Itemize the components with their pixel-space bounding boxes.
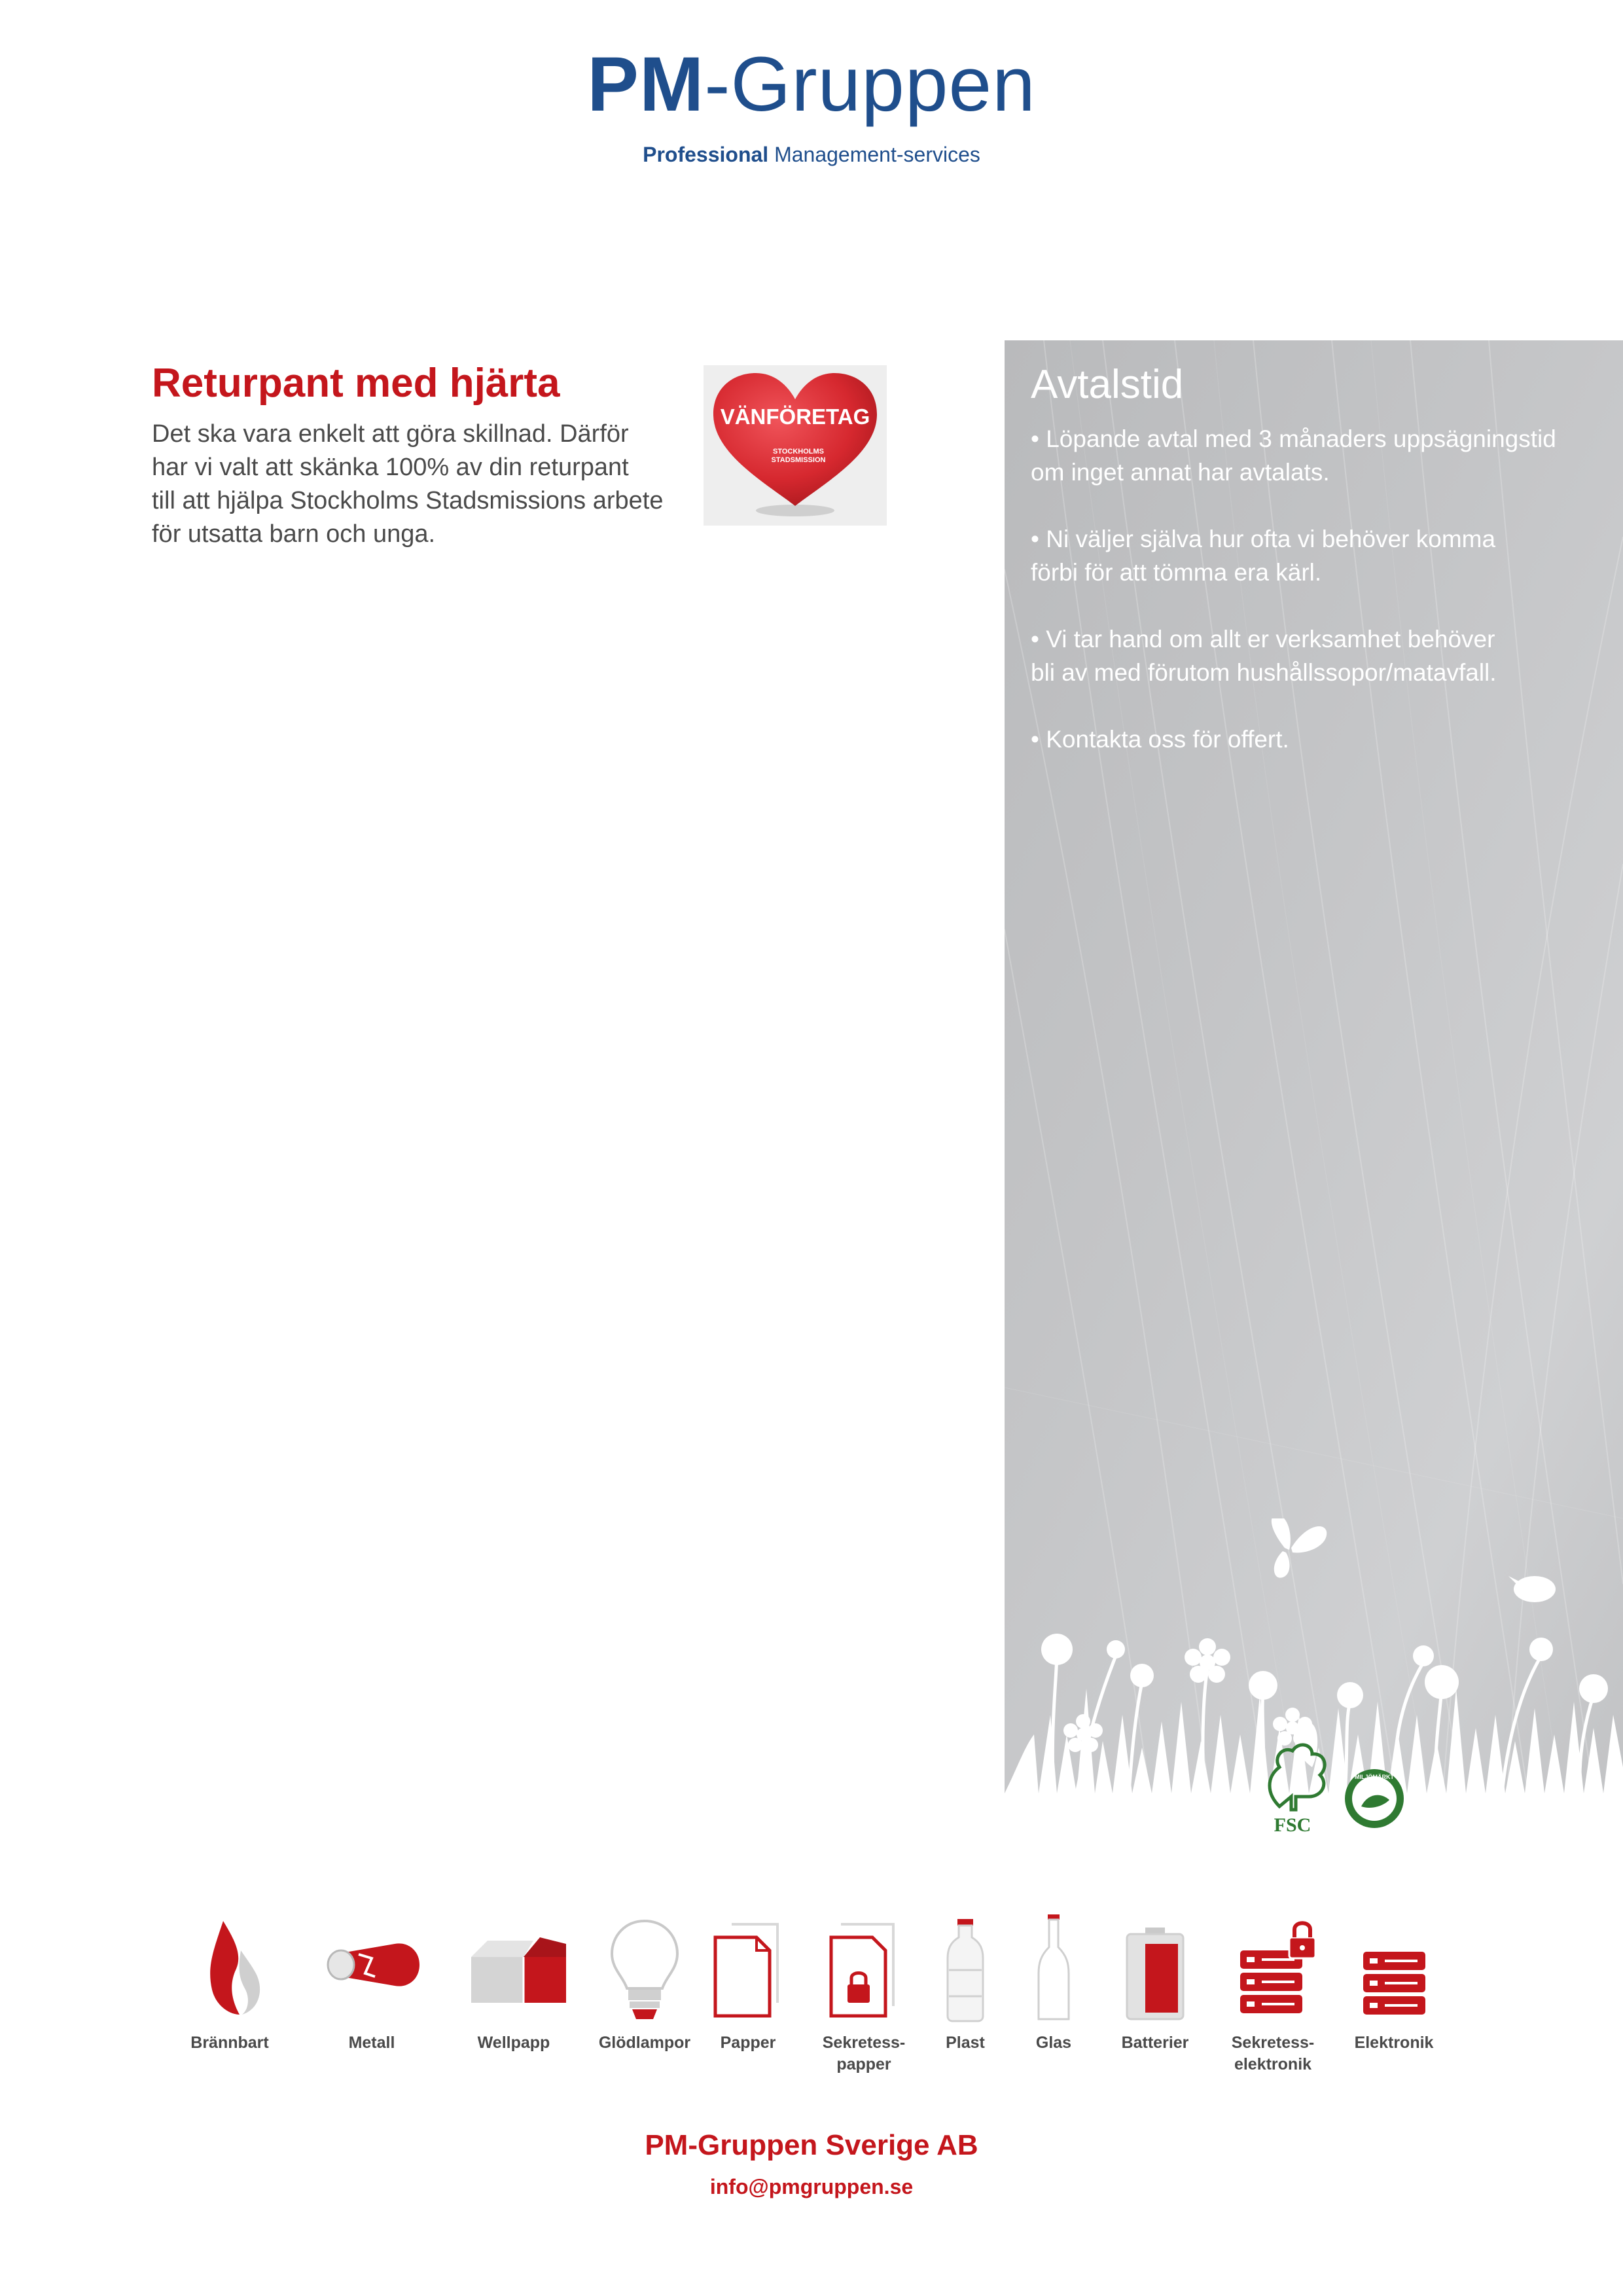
swan-label-text: MILJÖMÄRKT [1355,1774,1394,1780]
intro-body: Det ska vara enkelt att göra skillnad. Därför har vi valt att skänka 100% av din returpant till att hjälpa Stockholms Stadsmissions arbete för utsatta barn och unga. [152,420,664,548]
icon-label: Glödlampor [598,2034,691,2052]
paper-icon [686,1911,810,2029]
list-item: • Löpande avtal med 3 månaders uppsägningstid om inget annat har avtalats. [1031,425,1556,486]
heart-icon [704,365,887,526]
logo-tagline-bold: Professional [643,143,769,166]
fsc-label: FSC [1274,1814,1311,1836]
logo-title-bold: PM [587,41,705,128]
icon-label: Brännbart [190,2034,269,2052]
icon-label: Glas [1035,2034,1072,2052]
icon-label: Metall [348,2034,395,2052]
company-logo [0,41,1623,128]
badge-sub2: STADSMISSION [771,456,826,464]
server-icon [1332,1911,1456,2029]
waste-type-metall [310,1911,434,2081]
logo-tagline-rest: Management-services [768,143,980,166]
list-item: • Vi tar hand om allt er verksamhet behöver bli av med förutom hushållssopor/matavfall. [1031,626,1497,686]
secure-server-icon [1211,1911,1335,2029]
waste-type-batterier [1093,1911,1217,2081]
vanforetag-badge [704,365,887,526]
icon-label: Sekretess- papper [822,2034,906,2073]
waste-type-brannbart [168,1911,292,2081]
waste-type-sekretesselektronik [1211,1911,1335,2081]
waste-type-papper [686,1911,810,2081]
footer-email-link[interactable]: info@pmgruppen.se [709,2175,914,2198]
list-item: • Ni väljer själva hur ofta vi behöver komma förbi för att tömma era kärl. [1031,526,1496,586]
icon-label: Plast [946,2034,985,2052]
logo-tagline [0,143,1623,167]
icon-label: Papper [720,2034,776,2052]
box-icon [452,1911,576,2029]
icon-label: Sekretess- elektronik [1231,2034,1315,2073]
waste-type-elektronik [1332,1911,1456,2081]
swan-label-logo [1345,1769,1404,1828]
agreement-list [1031,422,1620,789]
icon-label: Batterier [1121,2034,1189,2052]
logo-title-rest: -Gruppen [704,41,1036,128]
meadow-illustration [1005,1518,1623,1878]
badge-sub1: STOCKHOLMS [772,448,825,456]
icon-label: Elektronik [1354,2034,1434,2052]
panel-title: Avtalstid [1031,362,1184,407]
waste-type-wellpapp [452,1911,576,2081]
list-item: • Kontakta oss för offert. [1031,726,1289,753]
battery-icon [1093,1911,1217,2029]
flame-icon [168,1911,292,2029]
can-icon [310,1911,434,2029]
icon-label: Wellpapp [477,2034,550,2052]
intro-title: Returpant med hjärta [152,361,560,406]
agreement-panel [1005,340,1623,1878]
badge-text: VÄNFÖRETAG [720,404,870,429]
footer-company: PM-Gruppen Sverige AB [645,2129,978,2161]
